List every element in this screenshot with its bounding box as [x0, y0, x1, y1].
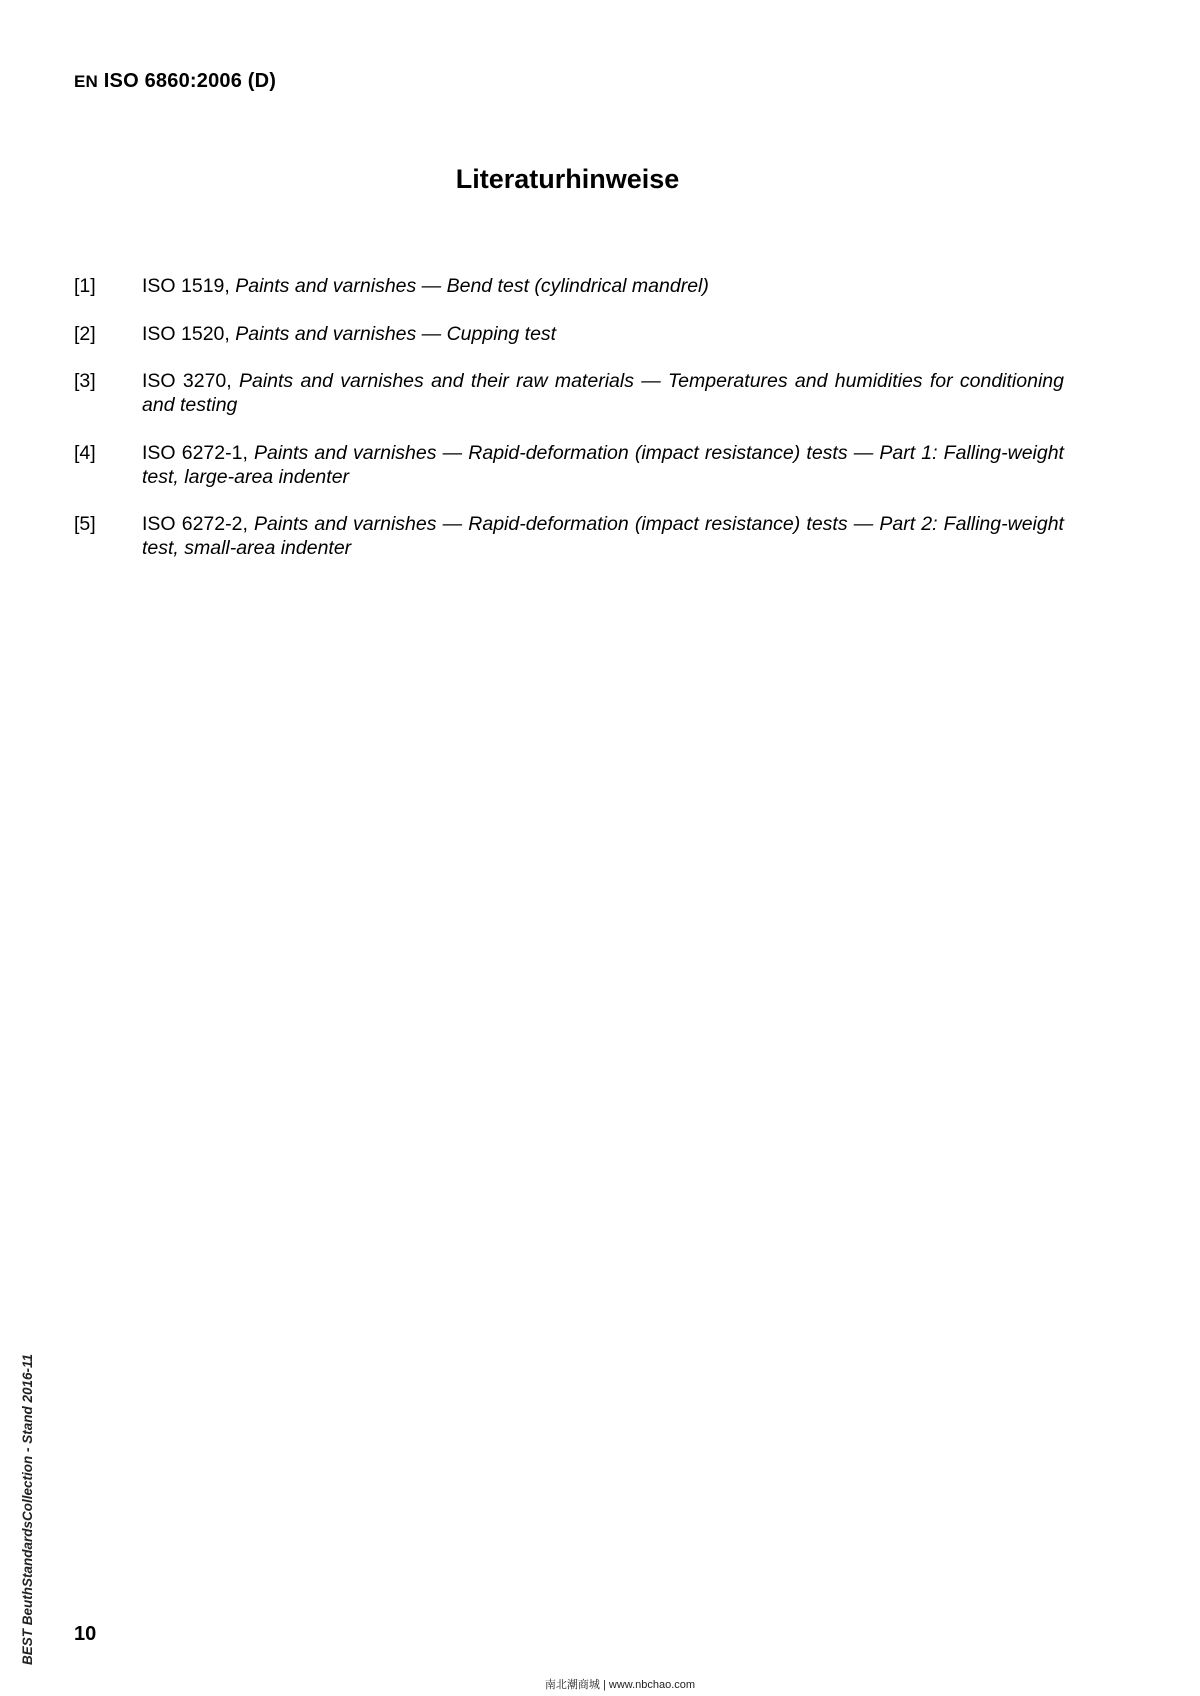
reference-item-3	[74, 369, 1064, 417]
reference-item-5	[74, 512, 1064, 560]
reference-code: ISO 6272-2,	[142, 513, 255, 535]
reference-code: ISO 1519,	[142, 275, 236, 297]
header-standard: ISO 6860:2006 (D)	[98, 70, 277, 92]
reference-body	[142, 322, 1064, 346]
reference-item-1	[74, 274, 1064, 298]
page-number: 10	[74, 1623, 97, 1645]
reference-number: [2]	[74, 322, 96, 345]
reference-item-2	[74, 322, 1064, 346]
reference-code: ISO 3270,	[142, 370, 239, 392]
reference-number: [4]	[74, 441, 96, 464]
reference-code: ISO 6272-1,	[142, 441, 255, 464]
section-title: Literaturhinweise	[455, 164, 680, 194]
reference-body	[142, 512, 1064, 560]
header-prefix: EN	[74, 72, 99, 91]
reference-title: Paints and varnishes — Rapid-deformation (impact resistance) tests — Part 2: Falling-weight test, small-area indenter	[142, 513, 1064, 559]
reference-title: Paints and varnishes — Rapid-deformation (impact resistance) tests — Part 1: Falling-weight test, large-area indenter	[142, 441, 1064, 488]
reference-body	[142, 441, 1064, 489]
reference-title: Paints and varnishes and their raw materials — Temperatures and humidities for conditioning and testing	[142, 370, 1064, 416]
document-header	[74, 70, 276, 93]
reference-number: [3]	[74, 370, 96, 392]
reference-list	[74, 274, 1064, 584]
reference-body	[142, 369, 1064, 417]
reference-code: ISO 1520,	[142, 322, 236, 345]
reference-body	[142, 274, 1064, 298]
reference-item-4	[74, 441, 1064, 489]
reference-title: Paints and varnishes — Bend test (cylindrical mandrel)	[235, 275, 709, 297]
reference-number: [5]	[74, 513, 96, 535]
side-watermark-note: BEST BeuthStandardsCollection - Stand 2016-11	[20, 1353, 35, 1665]
footer-source-note: 南北潮商城 | www.nbchao.com	[544, 1679, 696, 1691]
reference-number: [1]	[74, 275, 96, 297]
reference-title: Paints and varnishes — Cupping test	[235, 322, 557, 345]
